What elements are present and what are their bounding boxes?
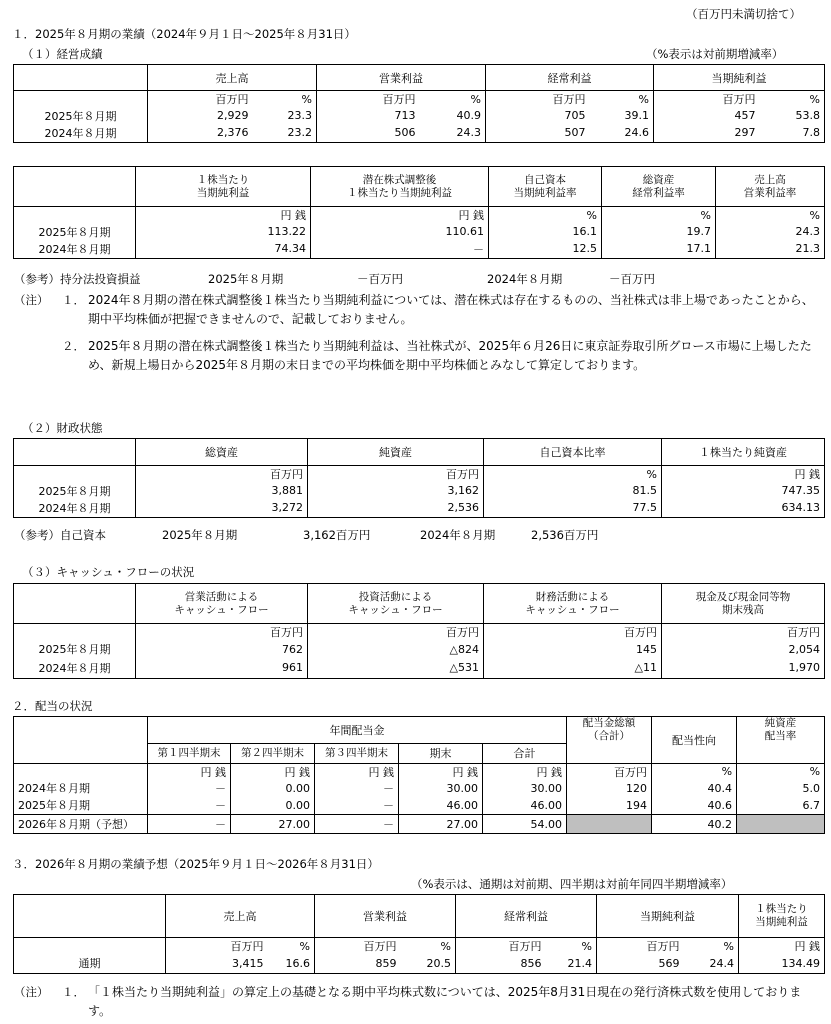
table-cell: 747.35 <box>662 482 825 499</box>
unit-cell: 百万円 <box>315 938 401 955</box>
unit-cell: 円 銭 <box>315 763 399 780</box>
table-cell: 17.1 <box>602 240 716 258</box>
unit-cell: 円 銭 <box>399 763 483 780</box>
unit-cell: 百万円 <box>597 938 684 955</box>
percent-change-note: （%表示は対前期増減率） <box>646 47 784 61</box>
table-cell: 859 <box>315 954 401 973</box>
header-ordinary-profit: 経常利益 <box>486 65 654 91</box>
unit-cell: % <box>546 938 597 955</box>
header-spacer <box>567 743 652 763</box>
table-cell: 1,970 <box>662 658 825 678</box>
table-cell: 297 <box>654 124 760 142</box>
row-label: 2025年８月期 <box>14 223 136 240</box>
unit-cell: 百万円 <box>166 938 268 955</box>
table-cell: 27.00 <box>231 815 315 834</box>
subsection-title-cash-flow: （３）キャッシュ・フローの状況 <box>22 565 195 579</box>
table-cell: － <box>315 780 399 797</box>
unit-row-label <box>14 207 136 224</box>
table-cell: 24.6 <box>590 124 654 142</box>
unit-cell: 百万円 <box>662 624 825 641</box>
unit-row-label <box>14 624 136 641</box>
header-investing-cf: 投資活動による キャッシュ・フロー <box>308 584 484 624</box>
table-cell: 23.2 <box>253 124 317 142</box>
reference-equity-method-label: （参考）持分法投資損益 <box>14 272 141 286</box>
table-cell: 40.9 <box>420 107 486 124</box>
forecast-percent-note: （%表示は、通期は対前期、四半期は対前年同四半期増減率） <box>411 877 733 891</box>
unit-cell: 百万円 <box>136 466 308 483</box>
table-cell: 16.1 <box>489 223 602 240</box>
corner-cell <box>14 895 166 938</box>
table-cell: 0.00 <box>231 797 315 815</box>
table-cell: 713 <box>317 107 420 124</box>
unit-cell: % <box>684 938 739 955</box>
table-cell: 27.00 <box>399 815 483 834</box>
table-cell: － <box>311 240 489 258</box>
table-cell: 705 <box>486 107 590 124</box>
header-net-income: 当期純利益 <box>597 895 739 938</box>
table-cell: 16.6 <box>268 954 315 973</box>
unit-cell: % <box>602 207 716 224</box>
table-cell: 2,054 <box>662 640 825 658</box>
table-cell: 0.00 <box>231 780 315 797</box>
reference-value: 2,536百万円 <box>531 528 599 542</box>
table-cell: 3,881 <box>136 482 308 499</box>
table-cell: 113.22 <box>136 223 311 240</box>
table-cell-shaded <box>737 815 825 834</box>
section-title-results: １．2025年８月期の業績（2024年９月１日～2025年８月31日） <box>12 27 356 41</box>
table-cell-shaded <box>567 815 652 834</box>
note-number: １． <box>62 293 85 307</box>
table-cell: 506 <box>317 124 420 142</box>
table-cell: 21.4 <box>546 954 597 973</box>
unit-row-label <box>14 938 166 955</box>
table-cell: 2,376 <box>148 124 253 142</box>
reference-period: 2025年８月期 <box>162 528 238 542</box>
table-cell: 39.1 <box>590 107 654 124</box>
unit-note: （百万円未満切捨て） <box>686 7 801 21</box>
reference-value: －百万円 <box>609 272 655 286</box>
header-operating-margin: 売上高 営業利益率 <box>716 167 825 207</box>
row-label: 2024年８月期 <box>14 124 148 142</box>
table-cell: 24.3 <box>420 124 486 142</box>
header-sales: 売上高 <box>148 65 317 91</box>
header-doe: 純資産 配当率 <box>737 717 825 744</box>
header-year-end: 期末 <box>399 743 483 763</box>
table-cell: 54.00 <box>483 815 567 834</box>
note-number: ２． <box>62 339 85 353</box>
header-eps: １株当たり 当期純利益 <box>136 167 311 207</box>
unit-cell: 百万円 <box>308 624 484 641</box>
table-cell: 53.8 <box>760 107 825 124</box>
table-cell: 194 <box>567 797 652 815</box>
header-cash-balance: 現金及び現金同等物 期末残高 <box>662 584 825 624</box>
unit-cell: % <box>652 763 737 780</box>
table-cell: 145 <box>484 640 662 658</box>
note-text: 「１株当たり当期純利益」の算定上の基礎となる期中平均株式数については、2025年8月31日現在の発行済株式数を使用しております。 <box>88 985 802 1018</box>
table-cell: 30.00 <box>483 780 567 797</box>
corner-cell <box>14 584 136 624</box>
unit-cell: % <box>484 466 662 483</box>
table-cell: 20.5 <box>401 954 456 973</box>
table-cell: 40.4 <box>652 780 737 797</box>
table-cell: 120 <box>567 780 652 797</box>
table-cell: 24.3 <box>716 223 825 240</box>
unit-cell: % <box>590 91 654 108</box>
reference-period: 2024年８月期 <box>487 272 563 286</box>
unit-cell: % <box>268 938 315 955</box>
subsection-title-operating-results: （１）経営成績 <box>22 47 103 61</box>
corner-cell <box>14 717 148 744</box>
corner-cell <box>14 65 148 91</box>
table-cell: 23.3 <box>253 107 317 124</box>
cash-flow-table <box>13 583 825 679</box>
header-net-income: 当期純利益 <box>654 65 825 91</box>
unit-cell: 円 銭 <box>231 763 315 780</box>
table-cell: 74.34 <box>136 240 311 258</box>
header-roe: 自己資本 当期純利益率 <box>489 167 602 207</box>
unit-cell: 百万円 <box>308 466 484 483</box>
row-label: 通期 <box>14 954 166 973</box>
table-cell: 12.5 <box>489 240 602 258</box>
table-cell: 24.4 <box>684 954 739 973</box>
table-cell: 961 <box>136 658 308 678</box>
table-cell: 634.13 <box>662 499 825 517</box>
table-cell: 81.5 <box>484 482 662 499</box>
header-ordinary-profit: 経常利益 <box>456 895 597 938</box>
unit-cell: 円 銭 <box>483 763 567 780</box>
header-operating-profit: 営業利益 <box>315 895 456 938</box>
reference-equity-label: （参考）自己資本 <box>14 528 106 542</box>
table-cell: 19.7 <box>602 223 716 240</box>
section-title-dividends: ２．配当の状況 <box>12 699 93 713</box>
header-q2: 第２四半期末 <box>231 743 315 763</box>
table-cell: 40.6 <box>652 797 737 815</box>
unit-cell: 百万円 <box>486 91 590 108</box>
unit-cell: 百万円 <box>484 624 662 641</box>
table-cell: 569 <box>597 954 684 973</box>
header-annual-dividend: 年間配当金 <box>148 717 567 744</box>
unit-row-label <box>14 763 148 780</box>
header-net-assets: 純資産 <box>308 439 484 466</box>
header-sales: 売上高 <box>166 895 315 938</box>
table-cell: △531 <box>308 658 484 678</box>
header-payout-ratio: 配当性向 <box>652 717 737 764</box>
table-cell: 6.7 <box>737 797 825 815</box>
section-title-forecast: ３．2026年８月期の業績予想（2025年９月１日～2026年８月31日） <box>12 857 379 871</box>
unit-row-label <box>14 466 136 483</box>
unit-row-label <box>14 91 148 108</box>
forecast-table <box>13 894 825 974</box>
header-total: 合計 <box>483 743 567 763</box>
header-roa: 総資産 経常利益率 <box>602 167 716 207</box>
unit-cell: 円 銭 <box>148 763 231 780</box>
table-cell: 3,272 <box>136 499 308 517</box>
header-q1: 第１四半期末 <box>148 743 231 763</box>
corner-cell <box>14 167 136 207</box>
table-cell: 77.5 <box>484 499 662 517</box>
row-label: 2025年８月期 <box>14 107 148 124</box>
row-label: 2024年８月期 <box>14 658 136 678</box>
row-label: 2024年８月期 <box>14 780 148 797</box>
table-cell: 46.00 <box>399 797 483 815</box>
header-eps: １株当たり 当期純利益 <box>739 895 825 938</box>
notes-label: （注） <box>14 985 49 999</box>
header-financing-cf: 財務活動による キャッシュ・フロー <box>484 584 662 624</box>
note-text: 2024年８月期の潜在株式調整後１株当たり当期純利益については、潜在株式は存在するものの、当社株式は非上場であったことから、期中平均株価が把握できませんので、記載しておりません。 <box>88 293 814 326</box>
unit-cell: % <box>489 207 602 224</box>
reference-period: 2024年８月期 <box>420 528 496 542</box>
table-cell: △11 <box>484 658 662 678</box>
unit-cell: 円 銭 <box>739 938 825 955</box>
table-cell: △824 <box>308 640 484 658</box>
header-diluted-eps: 潜在株式調整後 １株当たり当期純利益 <box>311 167 489 207</box>
reference-value: －百万円 <box>357 272 403 286</box>
row-label: 2026年８月期（予想） <box>14 815 148 834</box>
header-total-assets: 総資産 <box>136 439 308 466</box>
unit-cell: % <box>401 938 456 955</box>
notes-label: （注） <box>14 293 49 307</box>
subsection-title-financial-position: （２）財政状態 <box>22 421 103 435</box>
table-cell: 134.49 <box>739 954 825 973</box>
note-text: 2025年８月期の潜在株式調整後１株当たり当期純利益は、当社株式が、2025年６月26日に東京証券取引所グロース市場に上場したため、新規上場日から2025年８月期の末日までの平均株価を期中平均株価とみなして算定しております。 <box>88 339 812 372</box>
unit-cell: 百万円 <box>148 91 253 108</box>
table-cell: 762 <box>136 640 308 658</box>
unit-cell: 百万円 <box>317 91 420 108</box>
reference-value: 3,162百万円 <box>303 528 371 542</box>
table-cell: － <box>315 797 399 815</box>
table-cell: － <box>148 815 231 834</box>
table-cell: 30.00 <box>399 780 483 797</box>
row-label: 2024年８月期 <box>14 499 136 517</box>
table-cell: 110.61 <box>311 223 489 240</box>
header-equity-ratio: 自己資本比率 <box>484 439 662 466</box>
unit-cell: 百万円 <box>456 938 546 955</box>
header-total-dividend: 配当金総額 （合計） <box>567 717 652 744</box>
header-bps: １株当たり純資産 <box>662 439 825 466</box>
unit-cell: 百万円 <box>654 91 760 108</box>
row-label: 2025年８月期 <box>14 482 136 499</box>
dividends-table <box>13 716 825 834</box>
table-cell: 2,929 <box>148 107 253 124</box>
operating-results-table <box>13 64 825 143</box>
unit-cell: 円 銭 <box>662 466 825 483</box>
table-cell: 7.8 <box>760 124 825 142</box>
unit-cell: 百万円 <box>567 763 652 780</box>
row-label: 2025年８月期 <box>14 640 136 658</box>
unit-cell: 円 銭 <box>311 207 489 224</box>
reference-period: 2025年８月期 <box>208 272 284 286</box>
header-operating-cf: 営業活動による キャッシュ・フロー <box>136 584 308 624</box>
unit-cell: % <box>716 207 825 224</box>
unit-cell: % <box>253 91 317 108</box>
corner-cell <box>14 439 136 466</box>
table-cell: － <box>148 780 231 797</box>
table-cell: 40.2 <box>652 815 737 834</box>
table-cell: 507 <box>486 124 590 142</box>
table-cell: 5.0 <box>737 780 825 797</box>
table-cell: 46.00 <box>483 797 567 815</box>
note-number: １． <box>62 985 85 999</box>
table-cell: 3,415 <box>166 954 268 973</box>
unit-cell: % <box>737 763 825 780</box>
unit-cell: % <box>760 91 825 108</box>
row-label: 2025年８月期 <box>14 797 148 815</box>
per-share-metrics-table <box>13 166 825 259</box>
header-q3: 第３四半期末 <box>315 743 399 763</box>
table-cell: 856 <box>456 954 546 973</box>
header-spacer <box>737 743 825 763</box>
table-cell: － <box>148 797 231 815</box>
row-label: 2024年８月期 <box>14 240 136 258</box>
table-cell: 457 <box>654 107 760 124</box>
financial-position-table <box>13 438 825 518</box>
table-cell: 3,162 <box>308 482 484 499</box>
header-operating-profit: 営業利益 <box>317 65 486 91</box>
table-cell: 21.3 <box>716 240 825 258</box>
unit-cell: % <box>420 91 486 108</box>
table-cell: 2,536 <box>308 499 484 517</box>
unit-cell: 百万円 <box>136 624 308 641</box>
table-cell: － <box>315 815 399 834</box>
unit-cell: 円 銭 <box>136 207 311 224</box>
corner-cell <box>14 743 148 763</box>
